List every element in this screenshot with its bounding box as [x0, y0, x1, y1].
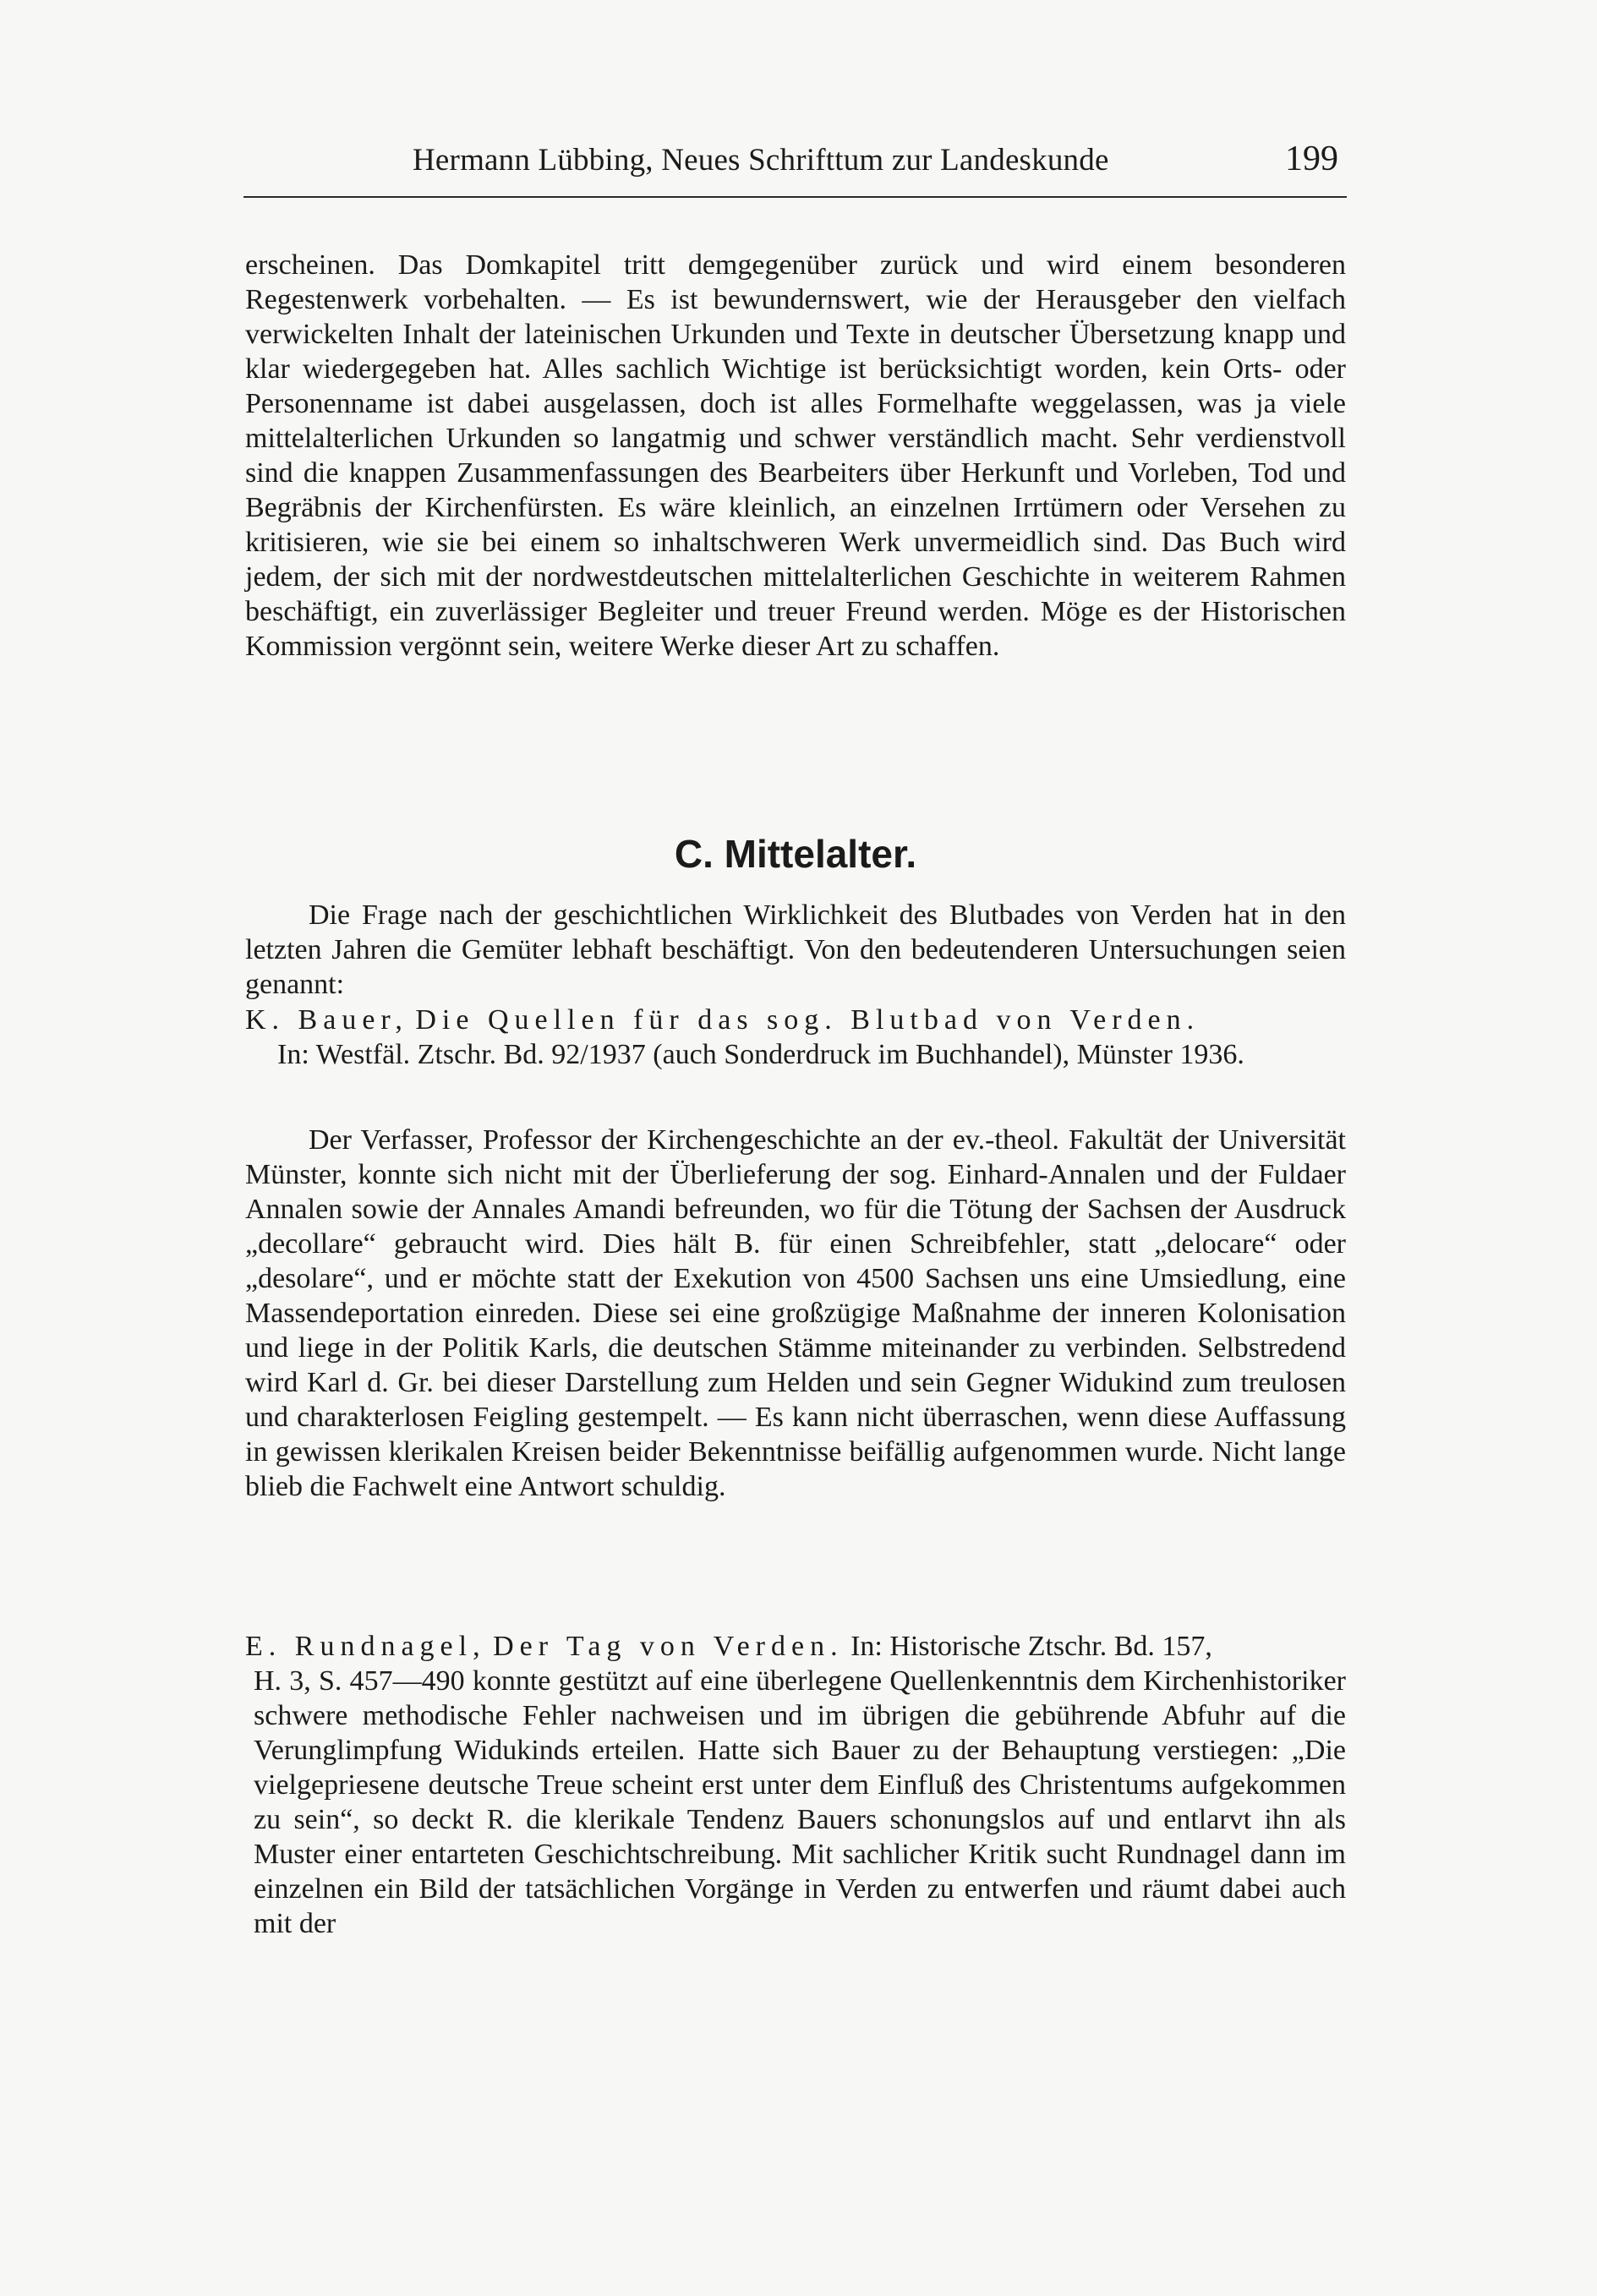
reference-bauer: [245, 1003, 1346, 1072]
reference-details: In: Historische Ztschr. Bd. 157,: [850, 1631, 1212, 1662]
section-heading: C. Mittelalter.: [674, 832, 917, 876]
reference-title: Die Quellen für das sog. Blutbad von Verden.: [415, 1004, 1200, 1036]
paragraph-review-end: erscheinen. Das Domkapitel tritt demgegenüber zurück und wird einem besonderen Regestenwerk vorbehalten. — Es ist bewundernswert, wie der Herausgeber den vielfach verwickelten Inhalt der lateinischen Urkunden und Texte in deutscher Übersetzung knapp und klar wiedergegeben hat. Alles sachlich Wichtige ist berücksichtigt worden, kein Orts- oder Personenname ist dabei ausgelassen, doch ist alles Formelhafte weggelassen, was ja viele mittelalterlichen Urkunden so langatmig und schwer verständlich macht. Sehr verdienstvoll sind die knappen Zusammenfassungen des Bearbeiters über Herkunft und Vorleben, Tod und Begräbnis der Kirchenfürsten. Es wäre kleinlich, an einzelnen Irrtümern oder Versehen zu kritisieren, wie sie bei einem so inhaltschweren Werk unvermeidlich sind. Das Buch wird jedem, der sich mit der nordwestdeutschen mittelalterlichen Geschichte in weiterem Rahmen beschäftigt, ein zuverlässiger Begleiter und treuer Freund werden. Möge es der Historischen Kommission vergönnt sein, weitere Werke dieser Art zu schaffen.: [245, 249, 1346, 662]
page-header: [243, 139, 1347, 193]
running-title: Hermann Lübbing, Neues Schrifttum zur Landeskunde: [413, 143, 1109, 178]
reference-rundnagel: [245, 1629, 1346, 1941]
reference-details: In: Westfäl. Ztschr. Bd. 92/1937 (auch Sonderdruck im Buchhandel), Münster 1936.: [277, 1039, 1244, 1070]
paragraph-intro: Die Frage nach der geschichtlichen Wirklichkeit des Blutbades von Verden hat in den letzten Jahren die Gemüter lebhaft beschäftigt. Von den bedeutenderen Untersuchungen seien genannt:: [245, 899, 1346, 1000]
reference-title: Der Tag von Verden.: [493, 1631, 844, 1662]
reference-author: E. Rundnagel,: [245, 1631, 486, 1662]
reference-headline: [245, 1629, 1346, 1664]
paragraph-rundnagel-review: H. 3, S. 457—490 konnte gestützt auf eine überlegene Quellenkenntnis dem Kirchenhistoriker schwere methodische Fehler nachweisen und im übrigen die gebührende Abfuhr auf die Verunglimpfung Widukinds erteilen. Hatte sich Bauer zu der Behauptung verstiegen: „Die vielgepriesene deutsche Treue scheint erst unter dem Einfluß des Christentums aufgekommen zu sein“, so deckt R. die klerikale Tendenz Bauers schonungslos auf und entlarvt ihn als Muster einer entarteten Geschichtschreibung. Mit sachlicher Kritik sucht Rundnagel dann im einzelnen ein Bild der tatsächlichen Vorgänge in Verden zu entwerfen und räumt dabei auch mit der: [254, 1665, 1346, 1939]
header-rule: [243, 196, 1347, 198]
reference-author: K. Bauer,: [245, 1004, 408, 1036]
paragraph-bauer-review: Der Verfasser, Professor der Kirchengeschichte an der ev.-theol. Fakultät der Universität Münster, konnte sich nicht mit der Überlieferung der sog. Einhard-Annalen und der Fuldaer Annalen sowie der Annales Amandi befreunden, wo für die Tötung der Sachsen der Ausdruck „decollare“ gebraucht wird. Dies hält B. für einen Schreibfehler, statt „delocare“ oder „desolare“, und er möchte statt der Exekution von 4500 Sachsen uns eine Umsiedlung, eine Massendeportation einreden. Diese sei eine großzügige Maßnahme der inneren Kolonisation und liege in der Politik Karls, die deutschen Stämme miteinander zu verbinden. Selbstredend wird Karl d. Gr. bei dieser Darstellung zum Helden und sein Gegner Widukind zum treulosen und charakterlosen Feigling gestempelt. — Es kann nicht überraschen, wenn diese Auffassung in gewissen klerikalen Kreisen beider Bekenntnisse beifällig aufgenommen wurde. Nicht lange blieb die Fachwelt eine Antwort schuldig.: [245, 1124, 1346, 1502]
page-number: 199: [1285, 139, 1338, 178]
